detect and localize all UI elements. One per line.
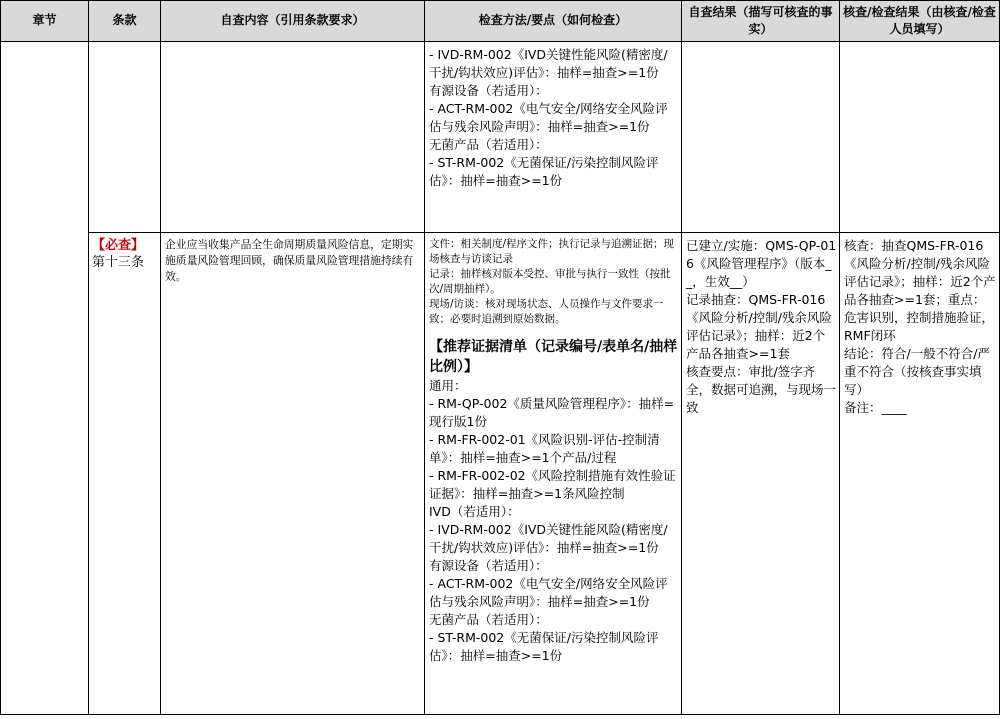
row-divider <box>88 232 1000 233</box>
self-result-line: 核查要点：审批/签字齐全，数据可追溯，与现场一致 <box>686 364 837 415</box>
verify-line: 备注：____ <box>844 400 907 415</box>
row2-self-result-cell <box>686 237 837 457</box>
header-chapter: 章节 <box>1 0 88 41</box>
row2-clause-cell <box>92 237 158 277</box>
row1-method-line: 无菌产品（若适用）： <box>429 137 548 152</box>
row2-verify-cell <box>844 237 997 457</box>
evidence-line: - RM-FR-002-01《风险识别-评估-控制清单》：抽样=抽查>=1个产品/过程 <box>429 432 660 465</box>
evidence-line: - IVD-RM-002《IVD关键性能风险(精密度/干扰/钩状效应)评估》：抽样=抽查>=1份 <box>429 522 668 555</box>
header-clause: 条款 <box>89 0 160 41</box>
evidence-line: - ST-RM-002《无菌保证/污染控制风险评估》：抽样=抽查>=1份 <box>429 630 659 663</box>
header-verify: 核查/检查结果（由核查/检查人员填写） <box>840 0 999 41</box>
column-divider <box>839 0 840 715</box>
evidence-line: - RM-QP-002《质量风险管理程序》：抽样=现行版1份 <box>429 396 675 429</box>
evidence-line: IVD（若适用）： <box>429 504 520 519</box>
verify-line: 结论：符合/一般不符合/严重不符合（按核查事实填写） <box>844 346 990 397</box>
method-line: 文件：相关制度/程序文件；执行记录与追溯证据；现场核查与访谈记录 <box>429 238 675 265</box>
row2-method-cell <box>429 237 679 713</box>
evidence-line: 无菌产品（若适用）： <box>429 612 548 627</box>
must-check-badge: 【必查】 <box>92 238 145 253</box>
table-border-bottom <box>0 714 1000 715</box>
method-line: 现场/访谈：核对现场状态、人员操作与文件要求一致；必要时追溯到原始数据。 <box>429 298 664 325</box>
header-content: 自查内容（引用条款要求） <box>161 0 424 41</box>
column-divider <box>0 0 1 715</box>
row1-method-line: - ST-RM-002《无菌保证/污染控制风险评估》：抽样=抽查>=1份 <box>429 155 659 188</box>
evidence-line: 通用： <box>429 378 467 393</box>
header-divider <box>0 41 1000 42</box>
header-method: 检查方法/要点（如何检查） <box>425 0 681 41</box>
row1-method-line: - ACT-RM-002《电气安全/网络安全风险评估与残余风险声明》：抽样=抽查>=1份 <box>429 101 668 134</box>
table-border-top <box>0 0 1000 1</box>
clause-number: 第十三条 <box>92 255 145 270</box>
column-divider <box>424 0 425 715</box>
row2-content-cell <box>165 237 422 297</box>
column-divider <box>160 0 161 715</box>
row1-method-line: - IVD-RM-002《IVD关键性能风险(精密度/干扰/钩状效应)评估》：抽样=抽查>=1份 <box>429 47 668 80</box>
self-result-line: 记录抽查：QMS-FR-016《风险分析/控制/残余风险评估记录》；抽样：近2个产品各抽查>=1套 <box>686 292 832 361</box>
column-divider <box>88 0 89 715</box>
row1-method-cell <box>429 46 679 230</box>
evidence-heading: 【推荐证据清单（记录编号/表单名/抽样比例）】 <box>429 339 678 375</box>
column-divider <box>681 0 682 715</box>
requirement-text: 企业应当收集产品全生命周期质量风险信息，定期实施质量风险管理回顾，确保质量风险管理措施持续有效。 <box>165 238 414 283</box>
verify-line: 核查：抽查QMS-FR-016《风险分析/控制/残余风险评估记录》；抽样：近2个产品各抽查>=1套；重点：危害识别，控制措施验证，RMF闭环 <box>844 238 996 343</box>
method-line: 记录：抽样核对版本受控、审批与执行一致性（按批次/周期抽样）。 <box>429 268 671 295</box>
evidence-line: 有源设备（若适用）： <box>429 558 548 573</box>
self-result-line: 已建立/实施：QMS-QP-016《风险管理程序》（版本__，生效__） <box>686 238 837 289</box>
evidence-line: - RM-FR-002-02《风险控制措施有效性验证证据》：抽样=抽查>=1条风险控制 <box>429 468 676 501</box>
evidence-line: - ACT-RM-002《电气安全/网络安全风险评估与残余风险声明》：抽样=抽查>=1份 <box>429 576 668 609</box>
row1-method-line: 有源设备（若适用）： <box>429 83 548 98</box>
header-self-result: 自查结果（描写可核查的事实） <box>682 0 839 41</box>
